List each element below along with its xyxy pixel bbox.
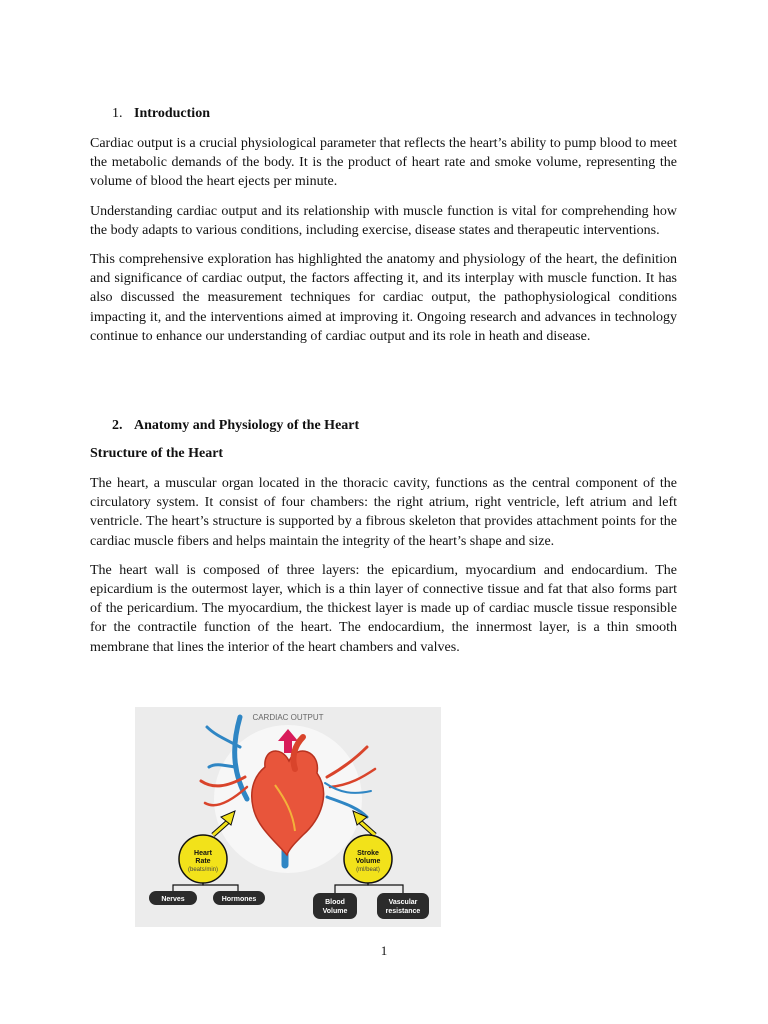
blood-volume-pill xyxy=(313,893,357,919)
section-1-paragraph-3: This comprehensive exploration has highlighted the anatomy and physiology of the heart, the definition and significance of cardiac output, the factors affecting it, and its interplay with muscle function. It has also discussed the measurement techniques for cardiac output, the pathophysiological conditions impacting it, and the interventions aimed at improving it. Ongoing research and advances in technology continue to enhance our understanding of cardiac output and its role in heath and disease. xyxy=(90,252,677,344)
section-2-title: Anatomy and Physiology of the Heart xyxy=(134,418,360,433)
nerves-pill xyxy=(149,891,197,905)
heart-rate-unit: (beats/min) xyxy=(187,867,219,873)
hormones-pill xyxy=(213,891,265,905)
section-2-number: 2. xyxy=(112,418,123,433)
stroke-volume-line2: Volume xyxy=(355,858,381,865)
vascular-resistance-line2: resistance xyxy=(385,908,421,915)
cardiac-output-label: CARDIAC OUTPUT xyxy=(252,713,324,722)
heart-rate-node xyxy=(179,835,227,883)
blood-volume-line1: Blood xyxy=(325,899,345,906)
section-2-paragraph-2: The heart wall is composed of three layers: the epicardium, myocardium and endocardium. The epicardium is the outermost layer, which is a thin layer of connective tissue and fat that also forms part of the pericardium. The myocardium, the thickest layer is made up of cardiac muscle tissue responsible for the contractile function of the heart. The endocardium, the innermost layer, is a thin smooth membrane that lines the interior of the heart chambers and valves. xyxy=(90,562,677,655)
page-number: 1 xyxy=(380,943,388,958)
section-1-paragraph-2: Understanding cardiac output and its relationship with muscle function is vital for comprehending how the body adapts to various conditions, including exercise, disease states and therapeutic interventions. xyxy=(90,203,677,238)
section-1-title: Introduction xyxy=(134,106,210,121)
stroke-volume-unit: (ml/beat) xyxy=(356,867,380,873)
vascular-resistance-line1: Vascular xyxy=(388,899,418,906)
section-1-number: 1. xyxy=(112,106,123,121)
section-2 xyxy=(90,416,677,657)
blood-volume-line2: Volume xyxy=(322,908,348,915)
subheading-structure: Structure of the Heart xyxy=(90,446,224,461)
heart-rate-line2: Rate xyxy=(195,858,211,865)
cardiac-output-figure xyxy=(135,707,441,927)
stroke-volume-line1: Stroke xyxy=(357,850,379,857)
hormones-label: Hormones xyxy=(221,896,257,903)
section-1 xyxy=(90,104,677,346)
section-2-heading xyxy=(90,416,677,436)
section-1-heading xyxy=(90,104,677,124)
vascular-resistance-pill xyxy=(377,893,429,919)
section-2-paragraph-1: The heart, a muscular organ located in the thoracic cavity, functions as the central component of the circulatory system. It consist of four chambers: the right atrium, right ventricle, left atrium and left ventricle. The heart’s structure is supported by a fibrous skeleton that provides attachment points for the cardiac muscle fibers and helps maintain the integrity of the heart’s shape and size. xyxy=(90,476,677,549)
section-1-paragraph-1: Cardiac output is a crucial physiological parameter that reflects the heart’s ability to pump blood to meet the metabolic demands of the body. It is the product of heart rate and smoke volume, representing the volume of blood the heart ejects per minute. xyxy=(90,136,677,190)
nerves-label: Nerves xyxy=(161,896,185,903)
heart-rate-line1: Heart xyxy=(194,850,212,857)
cardiac-output-diagram xyxy=(135,707,441,927)
stroke-volume-node xyxy=(344,835,392,883)
